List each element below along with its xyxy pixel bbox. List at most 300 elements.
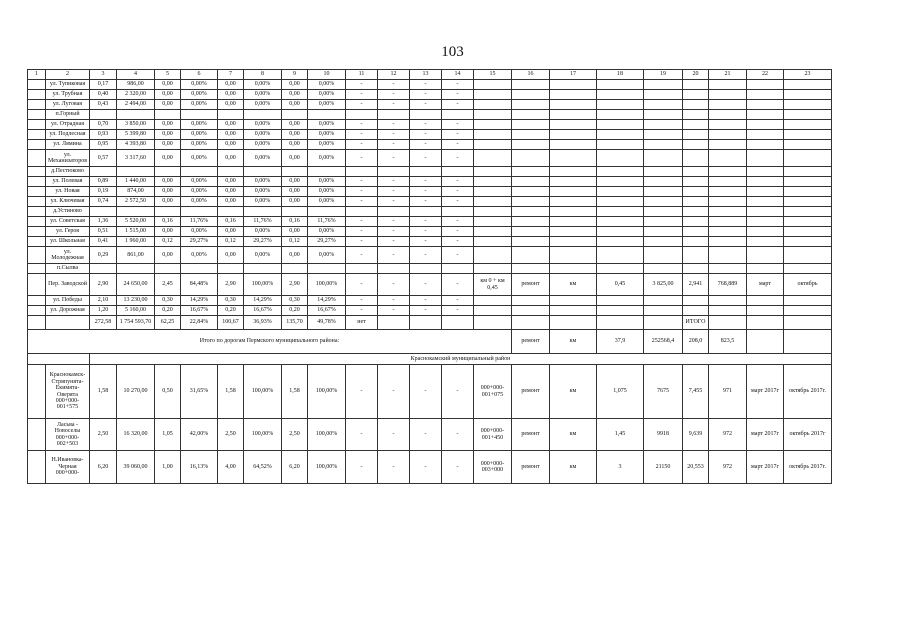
table-cell: 0,00 — [282, 247, 308, 264]
column-header: 17 — [550, 70, 597, 80]
table-cell — [474, 217, 512, 227]
table-cell — [474, 207, 512, 217]
table-cell: ремонт — [512, 419, 550, 451]
district-header: Краснокамский муниципальный район — [90, 354, 832, 365]
table-row — [28, 100, 832, 110]
table-row — [28, 110, 832, 120]
table-cell — [550, 197, 597, 207]
table-cell: 16,13% — [181, 451, 218, 484]
table-cell — [597, 177, 644, 187]
table-cell — [442, 264, 474, 274]
table-cell: 11,76% — [308, 217, 346, 227]
table-cell: 1 754 593,70 — [117, 316, 155, 330]
table-cell — [28, 130, 46, 140]
table-cell — [747, 90, 784, 100]
table-cell — [282, 167, 308, 177]
table-cell: - — [346, 365, 378, 419]
table-cell — [644, 197, 683, 207]
table-cell: - — [378, 306, 410, 316]
table-cell: 0,00% — [181, 90, 218, 100]
table-cell — [512, 110, 550, 120]
table-cell: 0,00 — [282, 197, 308, 207]
table-cell: 14,29% — [181, 296, 218, 306]
table-cell: - — [410, 90, 442, 100]
road-name-cell: ул. Новая — [46, 187, 90, 197]
table-cell: 64,52% — [244, 451, 282, 484]
table-cell: 3 850,00 — [117, 120, 155, 130]
column-header: 1 — [28, 70, 46, 80]
road-name-cell: ул. Победы — [46, 296, 90, 306]
table-cell — [28, 451, 46, 484]
table-cell: 0,00 — [218, 187, 244, 197]
table-cell: 0,00 — [155, 197, 181, 207]
table-cell — [28, 274, 46, 296]
table-cell — [597, 217, 644, 227]
road-name-cell: ул. Лямина — [46, 140, 90, 150]
table-cell: 0,00 — [282, 150, 308, 167]
table-row — [28, 419, 832, 451]
table-row — [28, 237, 832, 247]
table-row — [28, 264, 832, 274]
table-cell: октябрь 2017г. — [784, 365, 832, 419]
table-cell — [683, 177, 709, 187]
table-cell — [474, 237, 512, 247]
table-cell — [474, 316, 512, 330]
table-cell: - — [442, 274, 474, 296]
road-name-cell: ул. Подлесная — [46, 130, 90, 140]
table-cell — [512, 197, 550, 207]
table-cell: 36,93% — [244, 316, 282, 330]
table-cell: 0,00 — [155, 247, 181, 264]
column-header: 14 — [442, 70, 474, 80]
table-cell: - — [378, 130, 410, 140]
table-row — [28, 120, 832, 130]
table-cell: октябрь — [784, 274, 832, 296]
table-cell: 0,17 — [90, 80, 117, 90]
table-cell — [550, 80, 597, 90]
table-cell: 0,00 — [282, 187, 308, 197]
table-cell — [550, 227, 597, 237]
table-cell — [644, 217, 683, 227]
table-cell: 0,00 — [218, 197, 244, 207]
table-cell — [244, 167, 282, 177]
table-cell — [378, 207, 410, 217]
table-cell: 2,10 — [90, 296, 117, 306]
table-cell — [474, 100, 512, 110]
table-cell — [644, 100, 683, 110]
table-cell: 62,25 — [155, 316, 181, 330]
table-cell: 0,30 — [282, 296, 308, 306]
column-header: 16 — [512, 70, 550, 80]
table-cell — [709, 187, 747, 197]
table-cell: 0,93 — [90, 130, 117, 140]
total-label: Итого по дорогам Пермского муниципального района: — [28, 330, 512, 354]
table-cell: - — [346, 100, 378, 110]
table-cell — [747, 227, 784, 237]
table-cell — [747, 316, 784, 330]
table-cell: 0,41 — [90, 237, 117, 247]
table-cell — [181, 207, 218, 217]
table-cell: 7675 — [644, 365, 683, 419]
table-cell — [512, 177, 550, 187]
table-cell — [28, 419, 46, 451]
table-cell: март 2017г — [747, 419, 784, 451]
table-cell: - — [442, 451, 474, 484]
table-cell — [709, 237, 747, 247]
table-row — [28, 90, 832, 100]
table-cell — [474, 227, 512, 237]
table-cell — [683, 130, 709, 140]
table-cell: 21150 — [644, 451, 683, 484]
table-cell — [474, 130, 512, 140]
table-cell — [597, 100, 644, 110]
table-cell: - — [378, 365, 410, 419]
table-cell: 0,00 — [218, 120, 244, 130]
table-cell — [90, 264, 117, 274]
table-cell — [550, 167, 597, 177]
table-cell — [784, 130, 832, 140]
table-cell — [474, 177, 512, 187]
table-cell — [784, 120, 832, 130]
table-cell: 0,12 — [282, 237, 308, 247]
table-cell: - — [378, 274, 410, 296]
table-cell — [709, 90, 747, 100]
table-cell: 7,455 — [683, 365, 709, 419]
table-cell: - — [410, 177, 442, 187]
table-cell — [784, 90, 832, 100]
table-cell: 5 520,00 — [117, 217, 155, 227]
table-cell — [550, 140, 597, 150]
table-cell: 0,00 — [218, 227, 244, 237]
table-cell — [683, 306, 709, 316]
table-row — [28, 451, 832, 484]
table-cell: 0,43 — [90, 100, 117, 110]
table-cell — [474, 80, 512, 90]
table-cell: 0,00 — [282, 130, 308, 140]
table-cell — [474, 187, 512, 197]
table-cell — [28, 316, 46, 330]
table-cell: - — [378, 451, 410, 484]
table-cell: 14,29% — [244, 296, 282, 306]
road-name-cell: ул. Школьная — [46, 237, 90, 247]
road-name-cell: ул. Трубная — [46, 90, 90, 100]
table-cell: 0,00 — [155, 187, 181, 197]
table-cell — [747, 217, 784, 227]
column-header: 18 — [597, 70, 644, 80]
table-cell: 100,00% — [308, 451, 346, 484]
table-row — [28, 167, 832, 177]
table-cell — [597, 227, 644, 237]
table-cell — [550, 90, 597, 100]
road-name-cell: ул. Молодежная — [46, 247, 90, 264]
table-cell — [644, 130, 683, 140]
table-cell: 0,00 — [155, 150, 181, 167]
table-cell: 0,00% — [181, 150, 218, 167]
table-cell: 0,29 — [90, 247, 117, 264]
table-cell — [597, 140, 644, 150]
table-cell: 1 515,00 — [117, 227, 155, 237]
table-cell: 39 060,00 — [117, 451, 155, 484]
table-cell — [378, 316, 410, 330]
table-cell — [597, 264, 644, 274]
table-cell: октябрь 2017г. — [784, 451, 832, 484]
table-cell — [550, 150, 597, 167]
table-cell: 0,00% — [308, 187, 346, 197]
table-cell — [784, 207, 832, 217]
table-cell: 0,00 — [218, 150, 244, 167]
total-row — [28, 330, 832, 354]
table-cell: 0,00 — [282, 140, 308, 150]
table-cell — [747, 167, 784, 177]
road-name-cell: ул. Тупиковая — [46, 80, 90, 90]
table-cell — [550, 110, 597, 120]
table-cell — [683, 264, 709, 274]
table-cell: 0,00% — [308, 90, 346, 100]
table-cell: 9,639 — [683, 419, 709, 451]
table-cell — [644, 237, 683, 247]
table-cell — [784, 100, 832, 110]
road-name-cell: ул. Отрадная — [46, 120, 90, 130]
table-cell — [709, 100, 747, 110]
table-cell — [512, 306, 550, 316]
table-cell — [512, 150, 550, 167]
table-cell: 861,00 — [117, 247, 155, 264]
report-table — [27, 69, 832, 484]
table-cell — [28, 354, 90, 365]
table-cell — [512, 187, 550, 197]
table-cell — [117, 264, 155, 274]
table-cell: 0,20 — [282, 306, 308, 316]
table-cell: 0,00 — [155, 177, 181, 187]
page-number: 103 — [441, 44, 464, 60]
column-header: 23 — [784, 70, 832, 80]
table-cell: - — [410, 451, 442, 484]
table-cell: 0,00% — [308, 120, 346, 130]
table-cell — [218, 264, 244, 274]
table-cell: 972 — [709, 451, 747, 484]
table-cell — [410, 167, 442, 177]
column-header: 7 — [218, 70, 244, 80]
table-cell — [218, 110, 244, 120]
table-cell — [512, 140, 550, 150]
table-cell — [597, 316, 644, 330]
total-cell: 823,5 — [709, 330, 747, 354]
table-cell: март 2017г — [747, 365, 784, 419]
table-cell: 100,00% — [308, 274, 346, 296]
table-cell: 0,00 — [155, 140, 181, 150]
table-cell — [28, 150, 46, 167]
table-cell: - — [442, 227, 474, 237]
table-cell: - — [346, 140, 378, 150]
table-cell: - — [442, 80, 474, 90]
table-cell: 1 440,00 — [117, 177, 155, 187]
table-cell — [28, 306, 46, 316]
table-cell — [550, 187, 597, 197]
table-cell — [644, 80, 683, 90]
table-cell: 2,50 — [282, 419, 308, 451]
table-cell — [597, 120, 644, 130]
table-cell: - — [442, 140, 474, 150]
table-row — [28, 150, 832, 167]
table-cell — [784, 247, 832, 264]
table-cell — [683, 80, 709, 90]
table-cell: - — [410, 274, 442, 296]
table-cell — [474, 247, 512, 264]
table-cell — [550, 130, 597, 140]
table-cell — [709, 130, 747, 140]
table-cell: 100,67 — [218, 316, 244, 330]
column-header: 9 — [282, 70, 308, 80]
table-cell — [747, 150, 784, 167]
table-cell — [181, 264, 218, 274]
table-cell: - — [410, 140, 442, 150]
table-cell: - — [346, 217, 378, 227]
table-cell: 0,00% — [244, 130, 282, 140]
table-cell: 874,00 — [117, 187, 155, 197]
table-cell: 0,00 — [218, 100, 244, 110]
table-cell — [512, 100, 550, 110]
table-cell: 972 — [709, 419, 747, 451]
table-cell — [709, 306, 747, 316]
table-cell: км — [550, 451, 597, 484]
table-cell: ремонт — [512, 274, 550, 296]
table-cell: 0,00 — [218, 130, 244, 140]
table-cell — [709, 316, 747, 330]
table-cell: 49,78% — [308, 316, 346, 330]
table-cell: 0,12 — [218, 237, 244, 247]
table-cell — [117, 207, 155, 217]
road-name-cell: ул. Полевая — [46, 177, 90, 187]
table-cell — [709, 227, 747, 237]
table-cell — [644, 177, 683, 187]
table-cell — [683, 187, 709, 197]
table-cell — [550, 247, 597, 264]
table-cell: 0,00 — [218, 80, 244, 90]
table-row — [28, 140, 832, 150]
table-cell — [709, 80, 747, 90]
column-header: 3 — [90, 70, 117, 80]
table-cell — [512, 120, 550, 130]
table-cell — [784, 187, 832, 197]
table-cell — [747, 306, 784, 316]
table-cell: 1,58 — [282, 365, 308, 419]
table-row — [28, 177, 832, 187]
table-cell: - — [346, 80, 378, 90]
table-cell — [784, 167, 832, 177]
table-cell — [90, 167, 117, 177]
table-cell: - — [442, 419, 474, 451]
table-cell: 100,00% — [244, 419, 282, 451]
table-cell: - — [410, 419, 442, 451]
table-cell: 31,65% — [181, 365, 218, 419]
table-row — [28, 227, 832, 237]
table-cell: 10 270,00 — [117, 365, 155, 419]
table-cell — [28, 140, 46, 150]
table-cell — [683, 90, 709, 100]
table-cell: 2 572,50 — [117, 197, 155, 207]
table-cell — [28, 217, 46, 227]
table-cell — [709, 167, 747, 177]
table-cell: 11,76% — [181, 217, 218, 227]
table-cell: 0,00% — [308, 100, 346, 110]
table-cell — [597, 187, 644, 197]
table-cell: 0,00% — [181, 247, 218, 264]
table-cell: 0,00% — [244, 100, 282, 110]
table-cell: - — [346, 197, 378, 207]
table-cell — [378, 264, 410, 274]
table-cell — [282, 207, 308, 217]
table-cell: - — [442, 247, 474, 264]
table-cell — [181, 110, 218, 120]
table-cell: 0,40 — [90, 90, 117, 100]
table-cell — [784, 140, 832, 150]
table-cell — [597, 80, 644, 90]
table-cell: - — [378, 150, 410, 167]
table-cell: - — [346, 150, 378, 167]
table-cell — [709, 150, 747, 167]
table-cell: 0,00 — [218, 140, 244, 150]
table-cell — [28, 237, 46, 247]
table-cell: 11,76% — [244, 217, 282, 227]
table-cell: 0,16 — [282, 217, 308, 227]
table-cell: 84,48% — [181, 274, 218, 296]
table-cell: 0,00% — [244, 80, 282, 90]
table-cell: 000+000-003+000 — [474, 451, 512, 484]
table-row — [28, 187, 832, 197]
table-cell — [550, 177, 597, 187]
table-cell — [474, 296, 512, 306]
table-cell: 0,00% — [244, 120, 282, 130]
column-header: 4 — [117, 70, 155, 80]
table-cell: км 0 + км 0,45 — [474, 274, 512, 296]
table-cell: 100,00% — [244, 274, 282, 296]
table-cell — [597, 130, 644, 140]
table-cell — [117, 167, 155, 177]
table-cell — [709, 296, 747, 306]
table-cell — [218, 207, 244, 217]
road-name-cell: ул. Дорожная — [46, 306, 90, 316]
table-cell: - — [410, 247, 442, 264]
table-cell — [28, 296, 46, 306]
table-cell — [28, 264, 46, 274]
table-cell — [747, 100, 784, 110]
table-cell — [747, 247, 784, 264]
table-cell: 1,58 — [90, 365, 117, 419]
table-row — [28, 130, 832, 140]
table-cell: - — [378, 177, 410, 187]
table-cell: 100,00% — [308, 365, 346, 419]
table-cell: 0,30 — [155, 296, 181, 306]
table-cell — [28, 247, 46, 264]
table-cell — [747, 197, 784, 207]
table-cell: 135,70 — [282, 316, 308, 330]
table-cell: 1,075 — [597, 365, 644, 419]
table-cell: 0,95 — [90, 140, 117, 150]
table-cell — [784, 316, 832, 330]
table-cell — [709, 110, 747, 120]
table-cell: 0,30 — [218, 296, 244, 306]
table-cell — [512, 316, 550, 330]
table-cell — [28, 167, 46, 177]
table-cell — [644, 227, 683, 237]
table-cell — [474, 167, 512, 177]
table-cell — [512, 207, 550, 217]
table-cell: - — [346, 90, 378, 100]
table-cell — [378, 167, 410, 177]
table-cell: 22,84% — [181, 316, 218, 330]
table-cell — [644, 150, 683, 167]
table-cell: 0,00% — [244, 150, 282, 167]
